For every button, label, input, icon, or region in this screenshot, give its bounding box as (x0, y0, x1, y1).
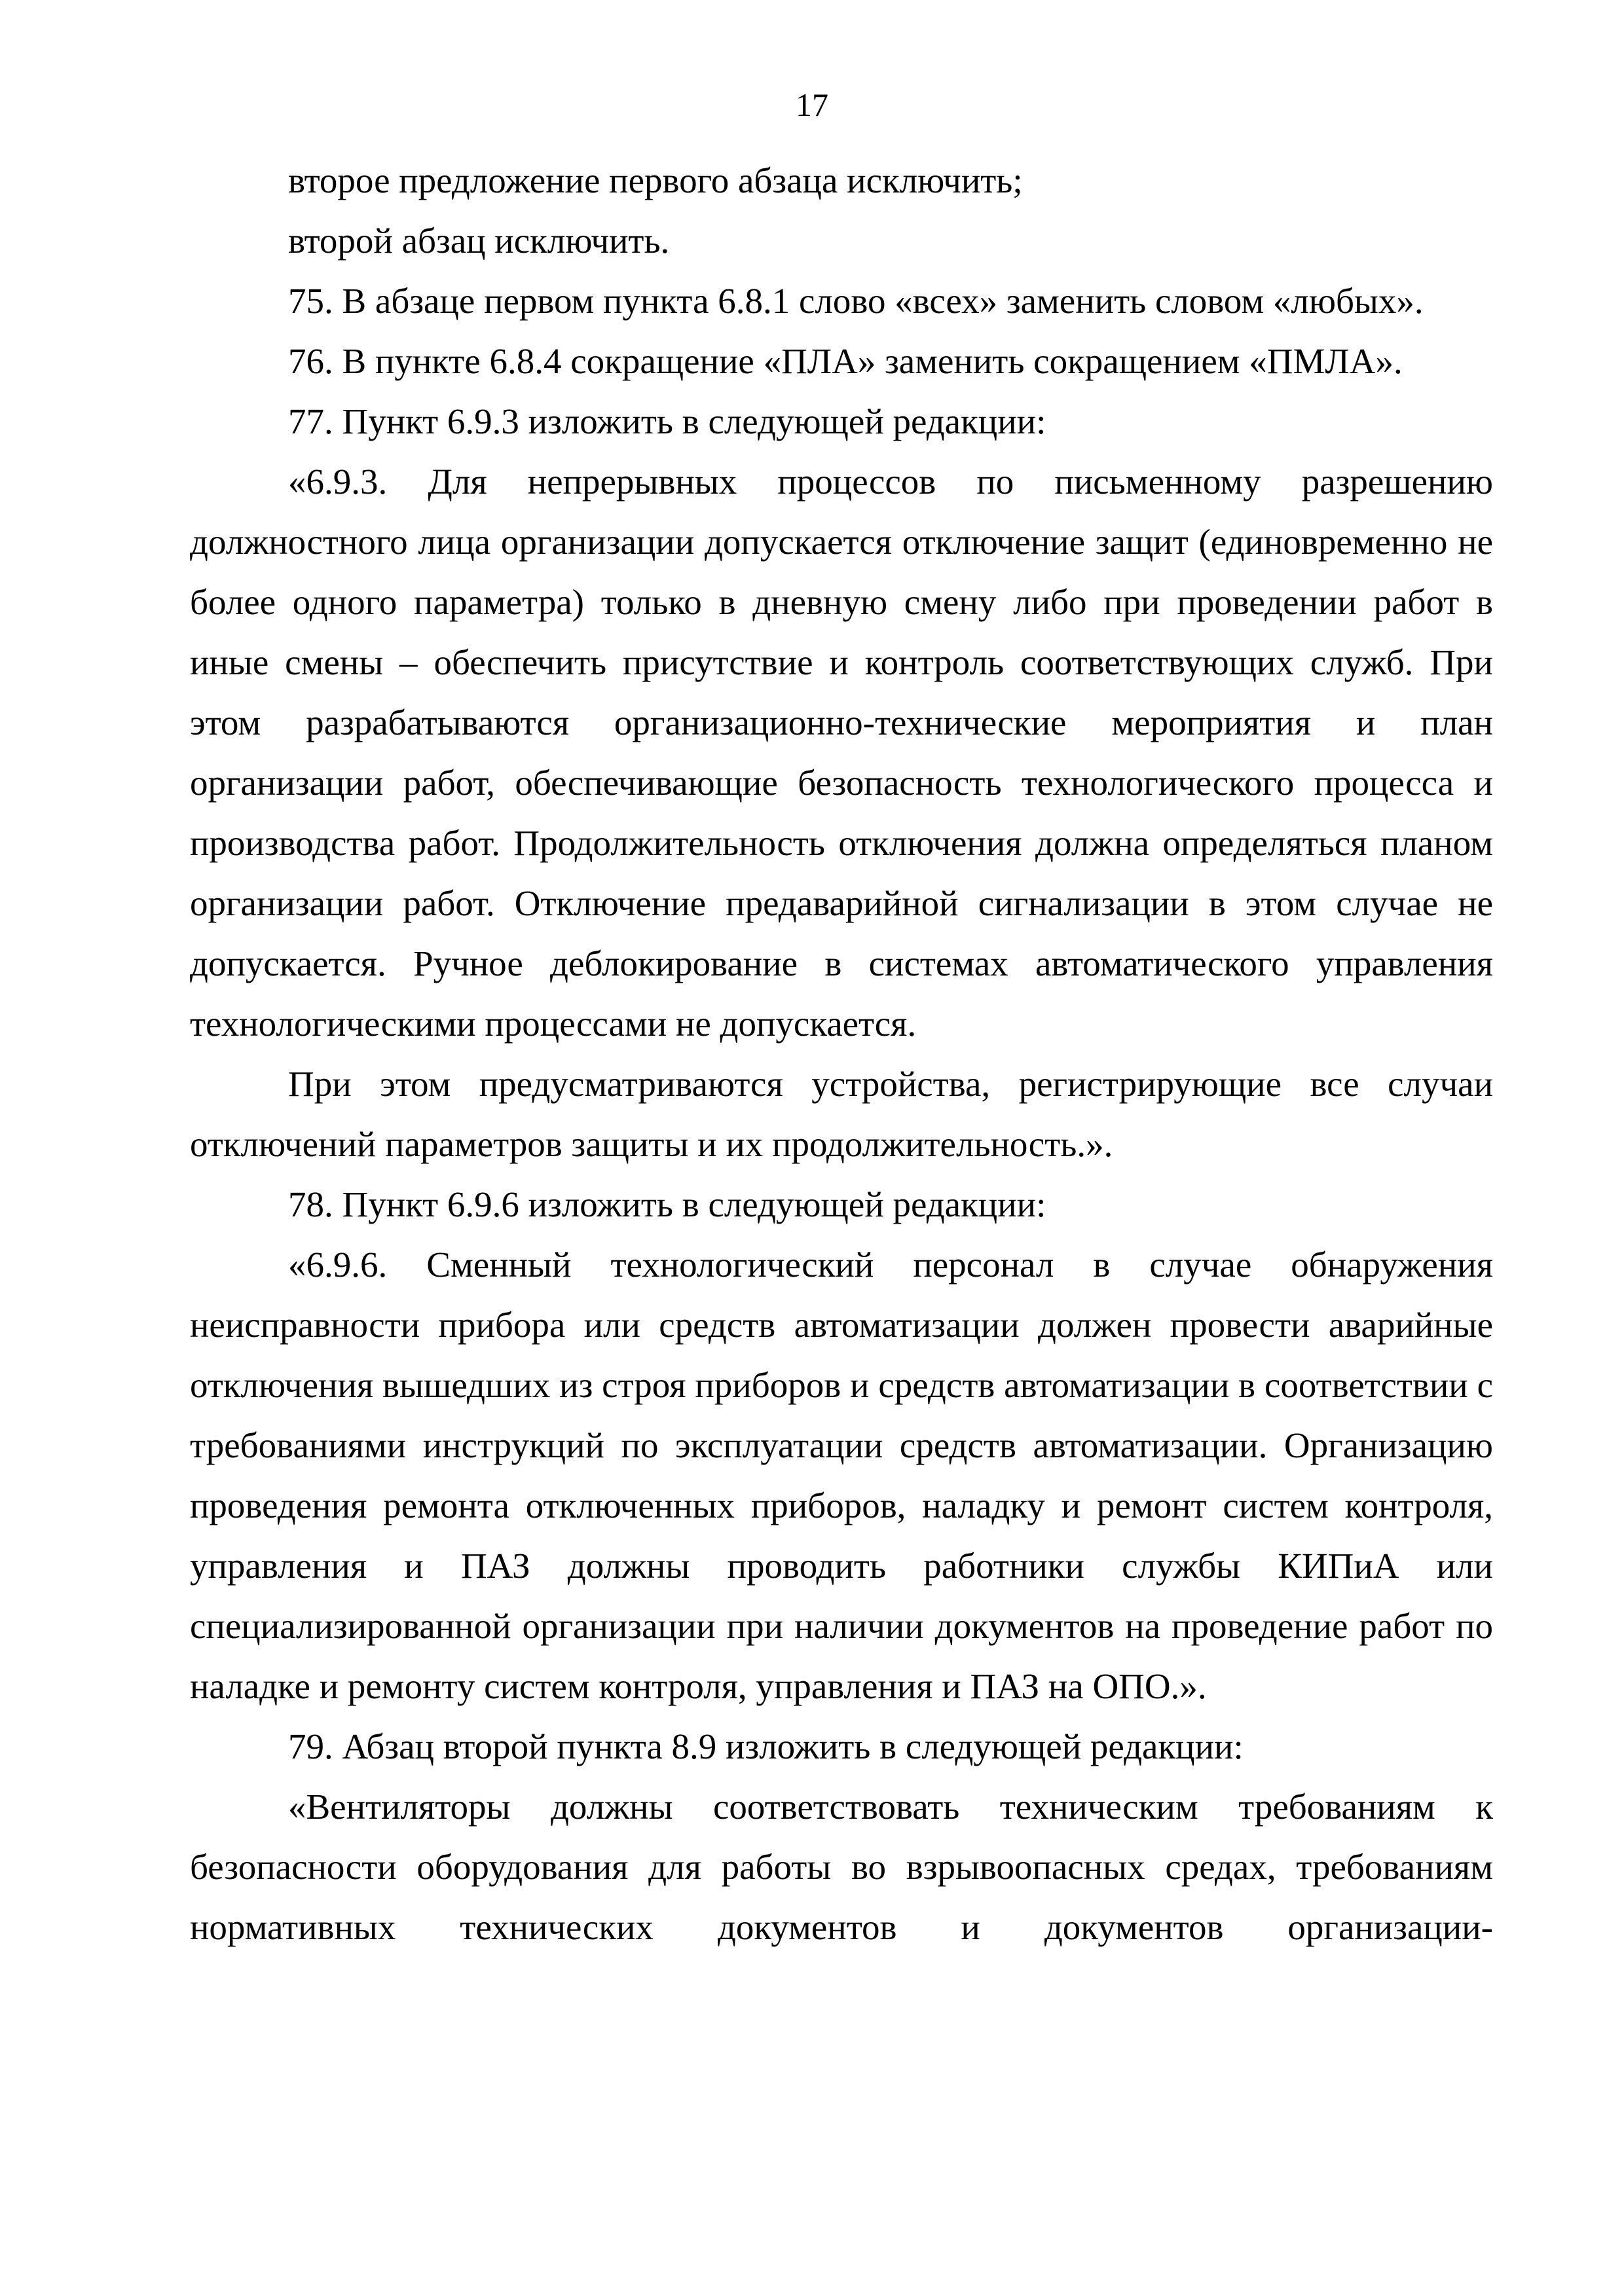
paragraph-exclude-sentence: второе предложение первого абзаца исключить; (288, 160, 1023, 200)
paragraph-exclude-second: второй абзац исключить. (288, 221, 670, 261)
paragraph-clause-6-9-6: «6.9.6. Сменный технологический персонал в случае обнаружения неисправности прибора или средств автоматизации должен провести аварийные отключения вышедших из строя приборов и средств автоматизации в соответствии с требованиями инструкций по эксплуатации средств автоматизации. Организацию проведения ремонта отключенных приборов, наладку и ремонт систем контроля, управления и ПАЗ должны проводить работники службы КИПиА или специализированной организации при наличии документов на проведение работ по наладке и ремонту систем контроля, управления и ПАЗ на ОПО.». (190, 1245, 1493, 1706)
paragraph-item-75: 75. В абзаце первом пункта 6.8.1 слово «всех» заменить словом «любых». (288, 281, 1424, 321)
paragraph-clause-6-9-3: «6.9.3. Для непрерывных процессов по письменному разрешению должностного лица организации допускается отключение защит (единовременно не более одного параметра) только в дневную смену либо при проведении работ в иные смены – обеспечить присутствие и контроль соответствующих служб. При этом разрабатываются организационно-технические мероприятия и план организации работ, обеспечивающие безопасность технологического процесса и производства работ. Продолжительность отключения должна определяться планом организации работ. Отключение предаварийной сигнализации в этом случае не допускается. Ручное деблокирование в системах автоматического управления технологическими процессами не допускается. (190, 462, 1493, 1044)
page-number: 17 (796, 86, 828, 123)
paragraph-item-78: 78. Пункт 6.9.6 изложить в следующей редакции: (288, 1184, 1046, 1224)
document-body (190, 151, 1493, 1958)
paragraph-fans-requirements: «Вентиляторы должны соответствовать техническим требованиям к безопасности оборудования для работы во взрывоопасных средах, требованиям нормативных технических документов и документов организации- (190, 1787, 1493, 1947)
paragraph-item-77: 77. Пункт 6.9.3 изложить в следующей редакции: (288, 401, 1046, 441)
paragraph-item-76: 76. В пункте 6.8.4 сокращение «ПЛА» заменить сокращением «ПМЛА». (288, 341, 1403, 381)
paragraph-item-79: 79. Абзац второй пункта 8.9 изложить в следующей редакции: (288, 1726, 1244, 1766)
paragraph-clause-6-9-3-continuation: При этом предусматриваются устройства, регистрирующие все случаи отключений параметров защиты и их продолжительность.». (190, 1064, 1493, 1164)
